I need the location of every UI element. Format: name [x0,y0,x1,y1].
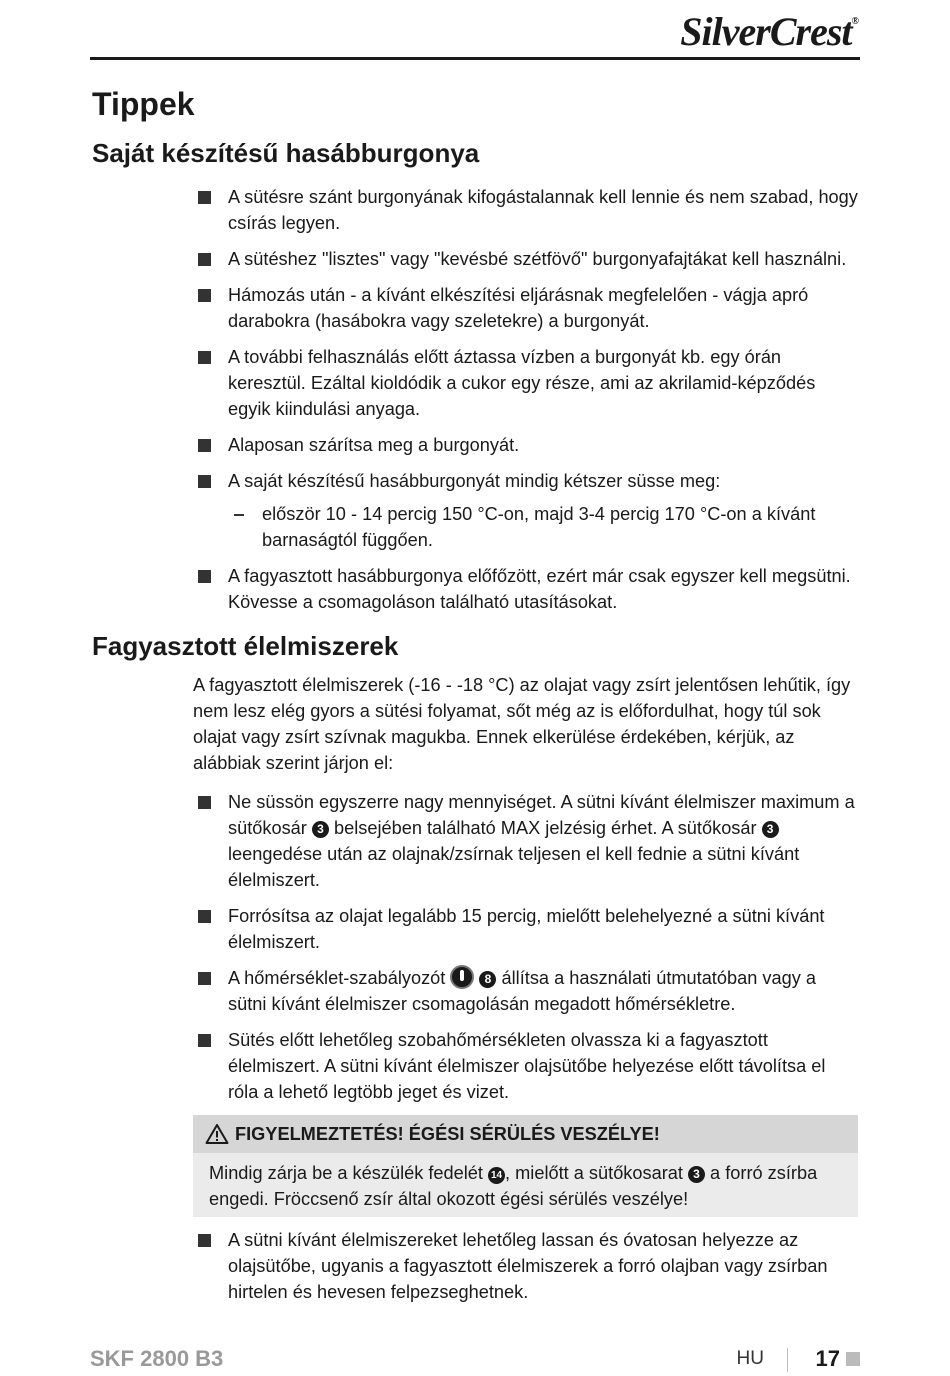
part-number-badge: 14 [488,1167,505,1184]
list-item: A sütni kívánt élelmiszereket lehetőleg lassan és óvatosan helyezze az olajsütőbe, ugyanis a fagyasztott élelmiszerek a forró olajban vagy zsírban hirtelen és hevesen felpezseghetnek. [198,1227,858,1305]
model-number: SKF 2800 B3 [90,1346,224,1371]
section-heading-frozen: Fagyasztott élelmiszerek [92,631,399,661]
frozen-intro: A fagyasztott élelmiszerek (-16 - -18 °C) az olajat vagy zsírt jelentősen lehűtik, így nem lesz elég gyors a sütési folyamat, sőt még az is előfordulhat, hogy túl sok olajat vagy zsírt szívnak magukba. Ennek elkerülése érdekében, kérjük, az alábbiak szerint járjon el: [193,675,851,773]
warning-text: Mindig zárja be a készülék fedelét 14 , mielőtt a sütőkosarat 3 a forró zsírba engedi. Fröccsenő zsír által okozott égési sérülés veszélye! [209,1163,818,1209]
part-number-badge: 3 [688,1166,705,1183]
page-title: Tippek [92,86,195,122]
brand-logo: SilverCrest® [680,9,858,54]
sub-list-item: először 10 - 14 percig 150 °C-on, majd 3-4 percig 170 °C-on a kívánt barnaságtól függően. [198,501,858,553]
warning-box [193,1115,858,1217]
list-item: Forrósítsa az olajat legalább 15 percig, mielőtt belehelyezné a sütni kívánt élelmiszert. [198,903,858,955]
list-item: A sütésre szánt burgonyának kifogástalannak kell lennie és nem szabad, hogy csírás legyen. [198,184,858,236]
language-code: HU [736,1348,764,1369]
list-item: A saját készítésű hasábburgonyát mindig kétszer süsse meg: [198,468,858,494]
list-item: A sütéshez "lisztes" vagy "kevésbé szétfövő" burgonyafajtákat kell használni. [198,246,858,272]
page-number: 17 [815,1346,840,1371]
list-item: A további felhasználás előtt áztassa vízben a burgonyát kb. egy órán keresztül. Ezáltal kioldódik a cukor egy része, ami az akrilamid-képződés egyik kiindulási anyaga. [198,344,858,422]
section-heading-fries: Saját készítésű hasábburgonya [92,138,480,168]
list-item: Sütés előtt lehetőleg szobahőmérsékleten olvassza ki a fagyasztott élelmiszert. A sütni kívánt élelmiszer olajsütőbe helyezése előtt távolítsa el róla a lehető legtöbb jeget és vizet. [198,1027,858,1105]
list-item: Hámozás után - a kívánt elkészítési eljárásnak megfelelően - vágja apró darabokra (hasábokra vagy szeletekre) a burgonyát. [198,282,858,334]
header-rule [90,57,860,60]
footer-divider [787,1348,789,1372]
page-footer [90,1346,860,1376]
part-number-badge: 3 [762,821,779,838]
frozen-tips-list [198,789,858,1115]
list-item: A hőmérséklet-szabályozót 8 állítsa a használati útmutatóban vagy a sütni kívánt élelmiszer csomagolásán megadott hőmérsékletre. [198,965,858,1017]
list-item: Ne süssön egyszerre nagy mennyiséget. A sütni kívánt élelmiszer maximum a sütőkosár 3 belsejében található MAX jelzésig érhet. A sütőkosár 3 leengedése után az olajnak/zsírnak teljesen el kell fednie a sütni kívánt élelmiszert. [198,789,858,893]
list-item: A fagyasztott hasábburgonya előfőzött, ezért már csak egyszer kell megsütni. Kövesse a csomagoláson található utasításokat. [198,563,858,615]
list-item: Alaposan szárítsa meg a burgonyát. [198,432,858,458]
fries-tips-list [198,184,858,625]
warning-triangle-icon [205,1123,229,1145]
part-number-badge: 3 [312,821,329,838]
warning-header [193,1115,858,1153]
part-number-badge: 8 [479,971,496,988]
temperature-knob-icon [450,965,474,989]
footer-square-marker [846,1352,860,1366]
warning-title: FIGYELMEZTETÉS! ÉGÉSI SÉRÜLÉS VESZÉLYE! [235,1123,660,1144]
frozen-tips-list-continued [198,1227,858,1315]
